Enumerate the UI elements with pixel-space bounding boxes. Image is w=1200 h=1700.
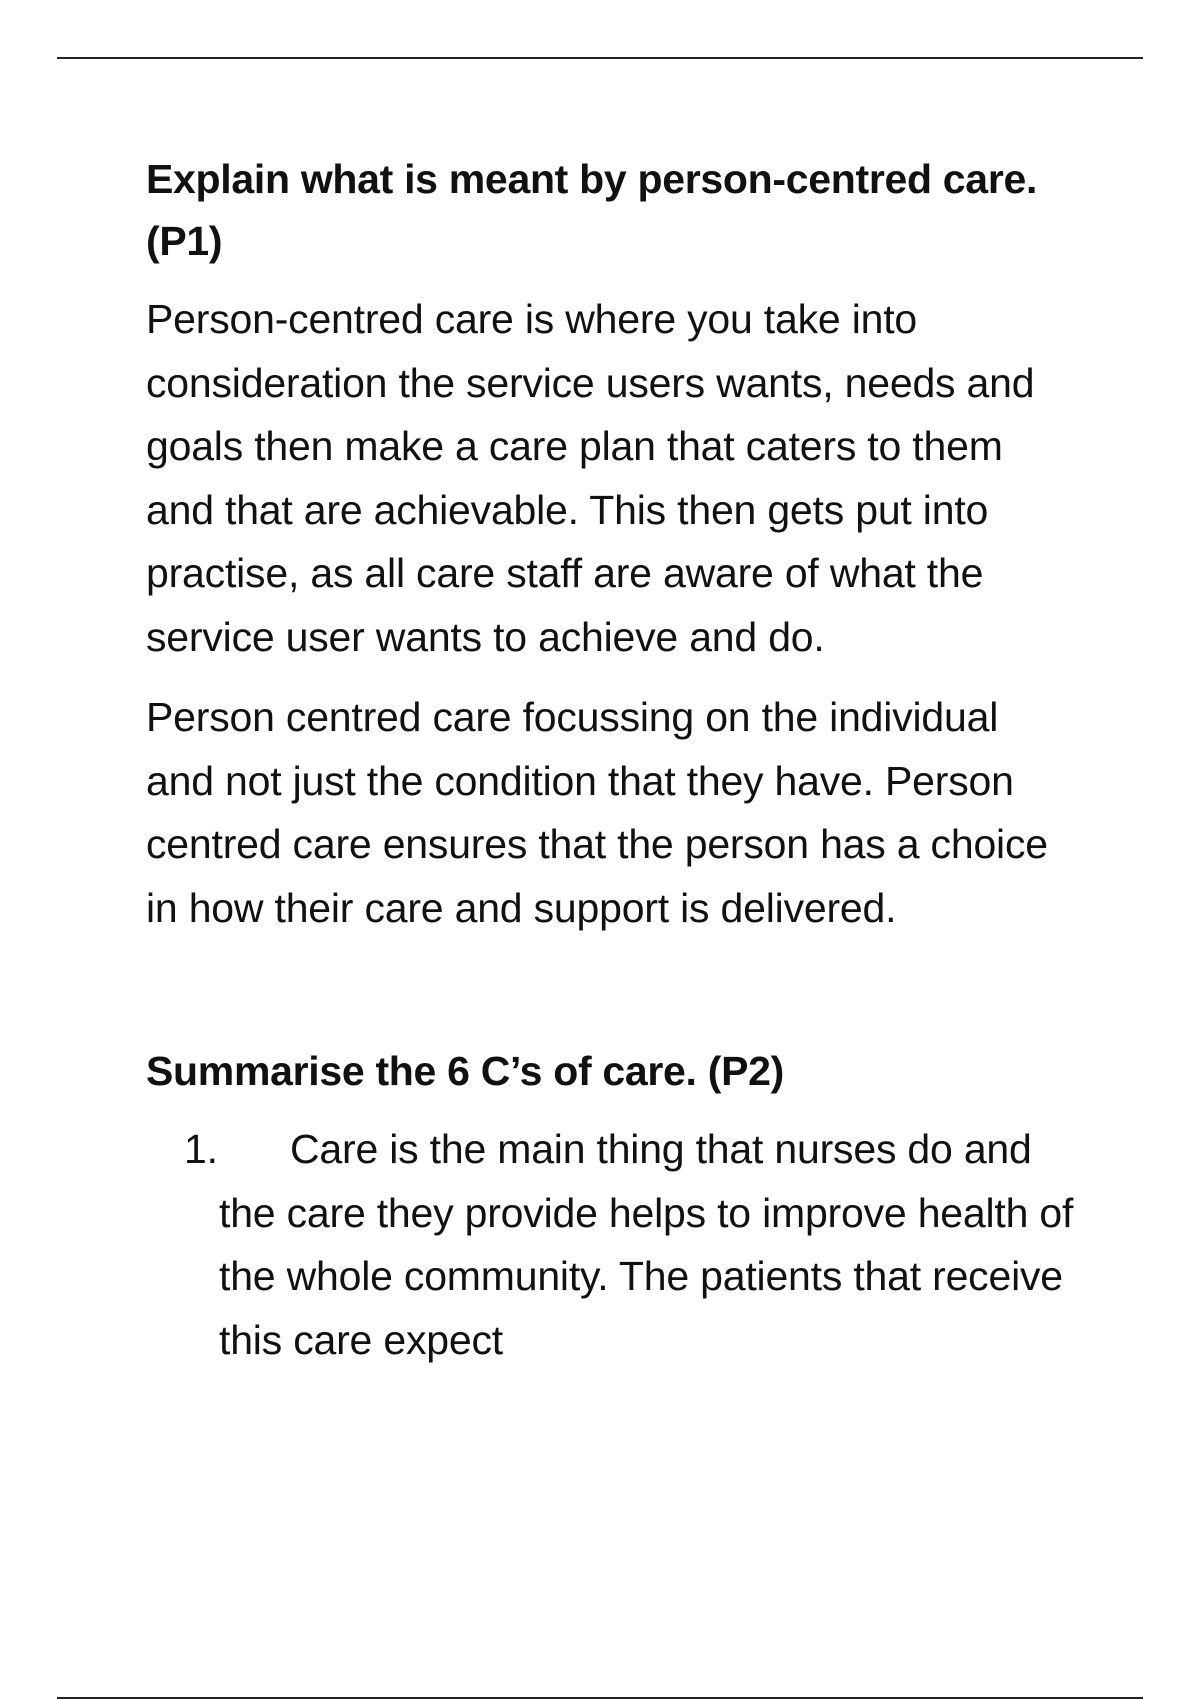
bottom-rule [57,1697,1143,1699]
document-body [146,148,1076,1372]
paragraph-person-centred-focus: Person centred care focussing on the individual and not just the condition that they have. Person centred care ensures that the person has a choice in how their care and support is delivered. [146,694,1048,931]
six-cs-list [146,1118,1076,1372]
list-item-number: 1. [184,1126,218,1172]
section-heading-p1: Explain what is meant by person-centred care. (P1) [146,156,1038,264]
list-item [146,1118,1076,1372]
section-heading-p2: Summarise the 6 C’s of care. (P2) [146,1048,784,1094]
top-rule [57,57,1143,59]
list-item-text: Care is the main thing that nurses do and the care they provide helps to improve health of the whole community. The patients that receive this care expect [219,1126,1074,1363]
paragraph-person-centred-definition: Person-centred care is where you take into consideration the service users wants, needs and goals then make a care plan that caters to them and that are achievable. This then gets put into practise, as all care staff are aware of what the service user wants to achieve and do. [146,296,1035,660]
